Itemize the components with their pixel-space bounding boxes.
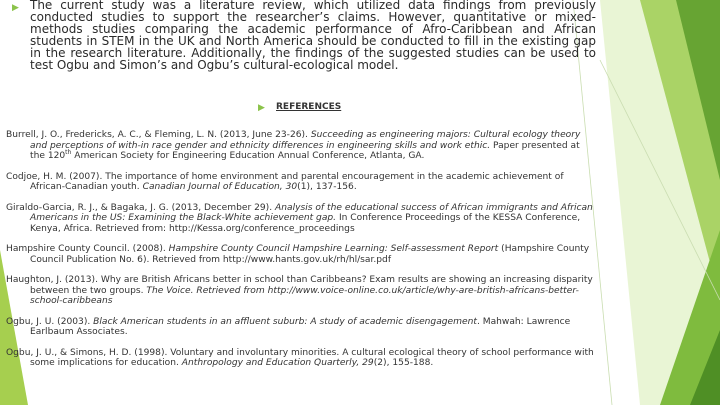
conclusion-paragraph: The current study was a literature review, which utilized data findings from previously conducted studies to support the researcher’s claims. However, quantitative or mixed-methods studies comparing the academic performance of Afro-Caribbean and African students in STEM in the UK and North America should be conducted to fill in the existing gap in the research literature. Additionally, the findings of the suggested studies can be used to test Ogbu and Simon’s and Ogbu’s cultural-ecological model. <box>30 0 596 73</box>
bullet-arrow-icon: ▶ <box>258 103 265 113</box>
reference-item: Giraldo-Garcia, R. J., & Bagaka, J. G. (2013, December 29). Analysis of the educational success of African immigrants and African Americans in the US: Examining the Black-White achievement gap. In Conference Proceedings of the KESSA Conference, Kenya, Africa. Retrieved from: http://Kessa.org/conference_proceedings <box>6 202 593 234</box>
references-heading: REFERENCES <box>276 102 342 112</box>
bullet-arrow-icon: ▶ <box>12 3 19 13</box>
reference-item: Codjoe, H. M. (2007). The importance of home environment and parental encouragement in the academic achievement of African-Canadian youth. Canadian Journal of Education, 30(1), 137-156. <box>6 171 564 193</box>
reference-item: Ogbu, J. U., & Simons, H. D. (1998). Voluntary and involuntary minorities. A cultural ecological theory of school performance with some implications for education. Anthropology and Education Quarterly, 29(2), 155-188. <box>6 347 594 369</box>
reference-item: Haughton, J. (2013). Why are British Africans better in school than Caribbeans? Exam results are showing an increasing disparity between the two groups. The Voice. Retrieved from http://www.voice-online.co.uk/article/why-are-british-africans-better-school-caribbeans <box>6 275 593 307</box>
reference-item: Hampshire County Council. (2008). Hampshire County Council Hampshire Learning: Self-assessment Report (Hampshire County Council Publication No. 6). Retrieved from http://www.hants.gov.uk/rh/hl/sar.pdf <box>6 244 590 265</box>
reference-list <box>6 130 594 379</box>
reference-item: Ogbu, J. U. (2003). Black American students in an affluent suburb: A study of academic disengagement. Mahwah: Lawrence Earlbaum Associates. <box>6 316 571 338</box>
reference-item: Burrell, J. O., Fredericks, A. C., & Fleming, L. N. (2013, June 23-26). Succeeding as engineering majors: Cultural ecology theory and perceptions of with-in race gender and ethnicity differences in engineering skills and work ethic. Paper presented at the 120th American Society for Engineering Education Annual Conference, Atlanta, GA. <box>6 130 581 162</box>
